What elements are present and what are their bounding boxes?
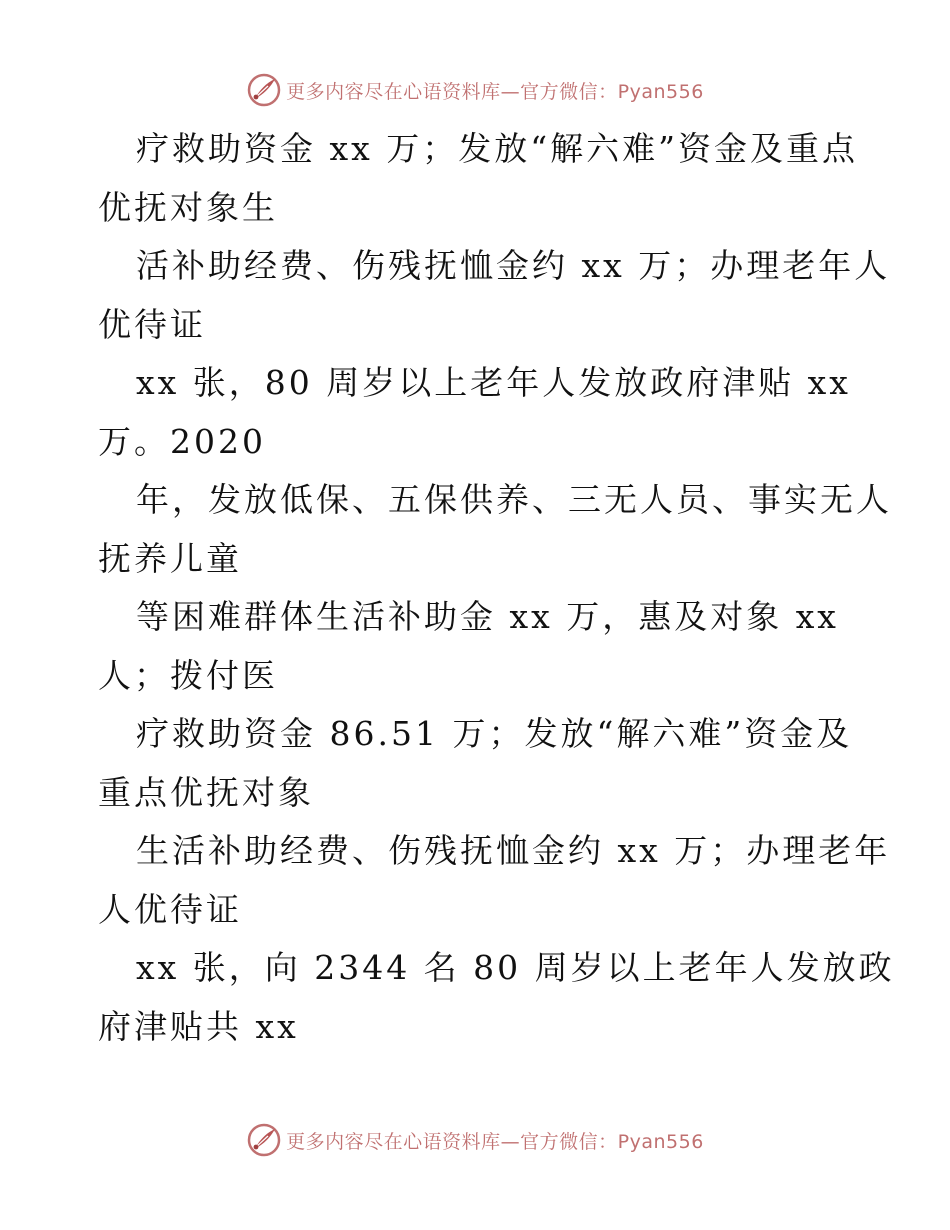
body-line: 人优待证 <box>98 889 242 929</box>
body-line: 人；拨付医 <box>98 655 278 695</box>
body-line: 优待证 <box>98 304 206 344</box>
body-line: 优抚对象生 <box>98 187 278 227</box>
body-line: 疗救助资金 xx 万；发放“解六难”资金及重点 <box>136 129 858 168</box>
body-line: xx 张，向 2344 名 80 周岁以上老年人发放政 <box>136 948 895 987</box>
header-watermark <box>0 70 950 110</box>
body-line: 疗救助资金 86.51 万；发放“解六难”资金及 <box>136 714 853 753</box>
body-line: 万。2020 <box>98 421 266 461</box>
body-line: 抚养儿童 <box>98 538 242 578</box>
body-line: 年，发放低保、五保供养、三无人员、事实无人 <box>136 480 892 519</box>
document-body <box>98 120 895 1056</box>
body-line: 府津贴共 xx <box>98 1006 299 1046</box>
feather-pen-logo-icon <box>246 1122 282 1158</box>
footer-watermark <box>0 1120 950 1160</box>
footer-watermark-text: 更多内容尽在心语资料库—官方微信：Pyan556 <box>286 1130 704 1153</box>
header-watermark-text: 更多内容尽在心语资料库—官方微信：Pyan556 <box>286 80 704 103</box>
body-line: xx 张，80 周岁以上老年人发放政府津贴 xx <box>136 363 851 402</box>
feather-pen-logo-icon <box>246 72 282 108</box>
body-line: 等困难群体生活补助金 xx 万，惠及对象 xx <box>136 597 839 636</box>
body-line: 重点优抚对象 <box>98 772 314 812</box>
body-line: 活补助经费、伤残抚恤金约 xx 万；办理老年人 <box>136 246 891 285</box>
body-line: 生活补助经费、伤残抚恤金约 xx 万；办理老年 <box>136 831 891 870</box>
